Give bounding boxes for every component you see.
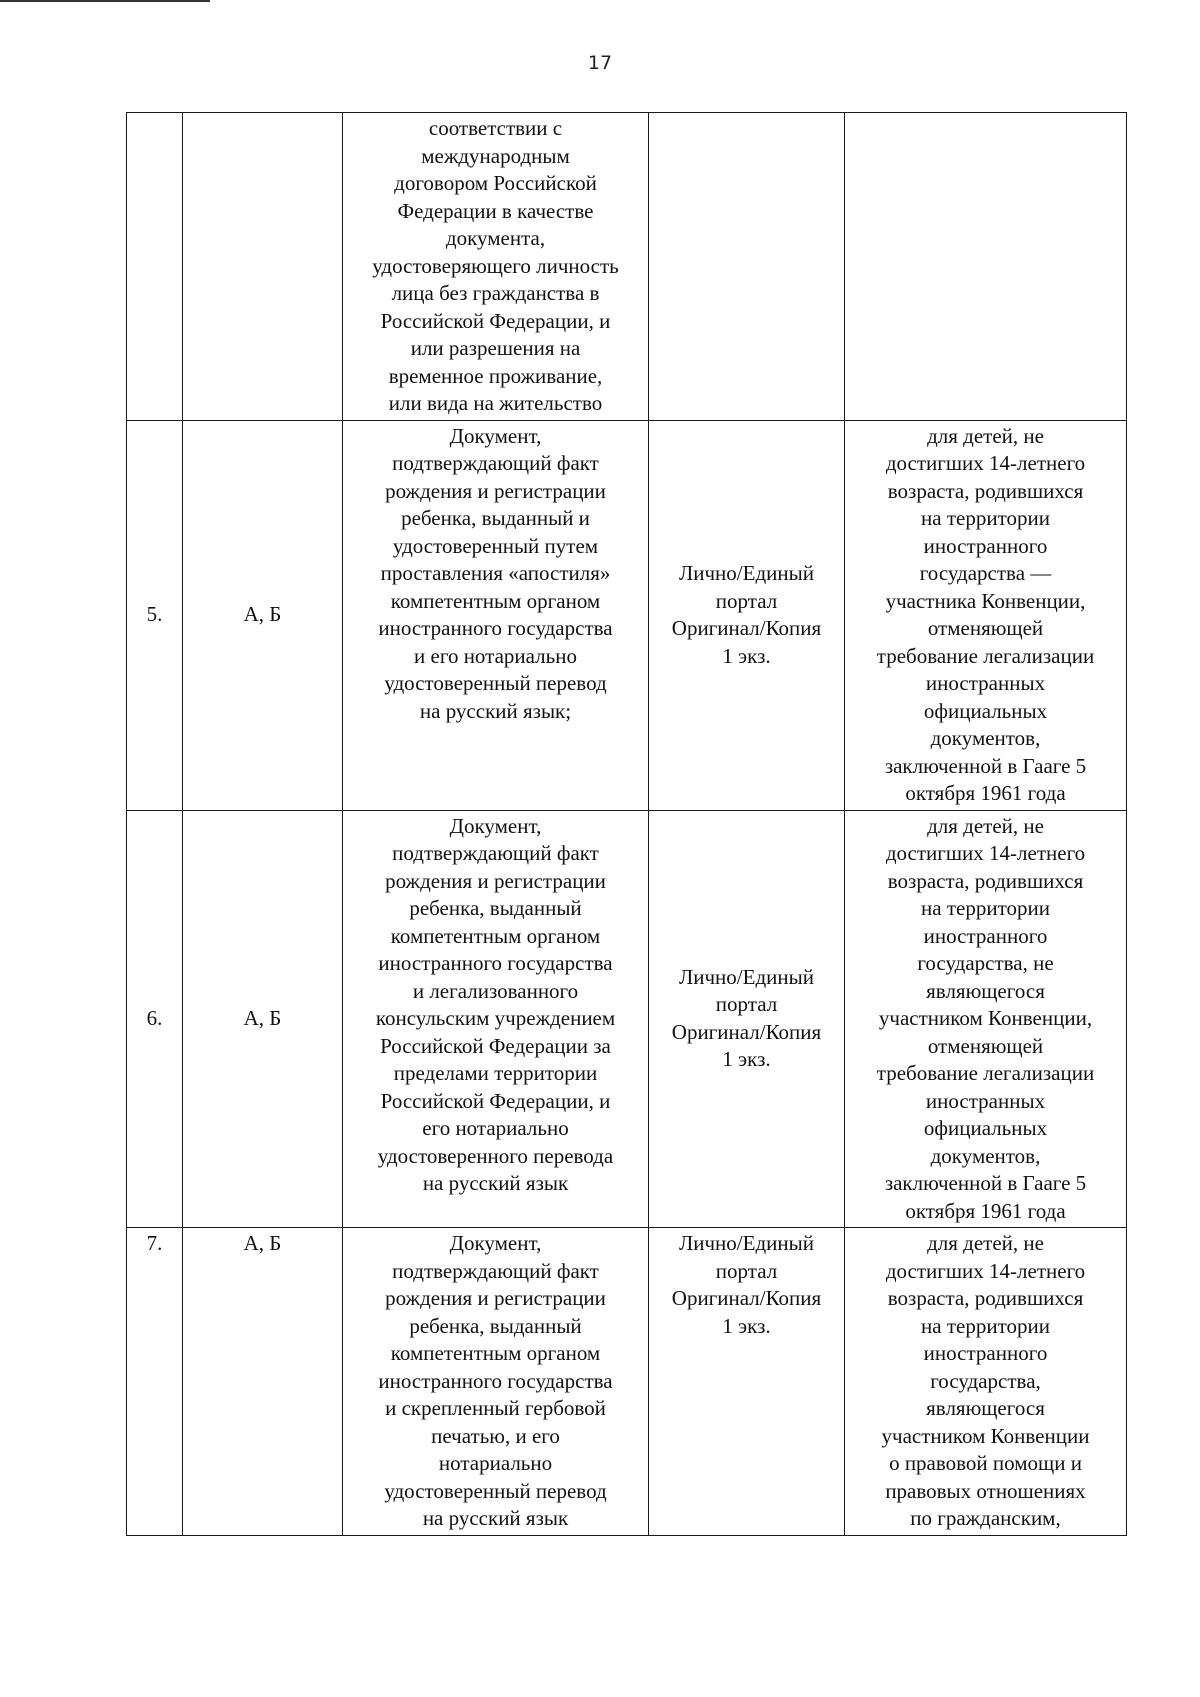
page-number: 17 (587, 52, 613, 74)
row-method: Лично/Единый портал Оригинал/Копия 1 экз. (649, 1228, 845, 1536)
row-category: А, Б (183, 810, 343, 1228)
row-document: Документ, подтверждающий факт рождения и регистрации ребенка, выданный компетентным органом иностранного государства и скрепленный гербовой печатью, и его нотариально удостоверенный перевод на русский язык (343, 1228, 649, 1536)
row-method: Лично/Единый портал Оригинал/Копия 1 экз. (649, 810, 845, 1228)
row-category (183, 113, 343, 421)
row-note: для детей, не достигших 14-летнего возраста, родившихся на территории иностранного государства, являющегося участником Конвенции о правовой помощи и правовых отношениях по гражданским, (845, 1228, 1127, 1536)
table-row (127, 113, 1127, 421)
row-number: 5. (127, 420, 183, 810)
row-number: 6. (127, 810, 183, 1228)
scan-edge-line (0, 0, 210, 2)
row-category: А, Б (183, 420, 343, 810)
row-number: 7. (127, 1228, 183, 1536)
row-note (845, 113, 1127, 421)
row-document: Документ, подтверждающий факт рождения и регистрации ребенка, выданный компетентным органом иностранного государства и легализованного консульским учреждением Российской Федерации за пределами территории Российской Федерации, и его нотариально удостоверенного перевода на русский язык (343, 810, 649, 1228)
table-row (127, 420, 1127, 810)
row-document: Документ, подтверждающий факт рождения и регистрации ребенка, выданный и удостоверенный путем проставления «апостиля» компетентным органом иностранного государства и его нотариально удостоверенный перевод на русский язык; (343, 420, 649, 810)
row-note: для детей, не достигших 14-летнего возраста, родившихся на территории иностранного государства, не являющегося участником Конвенции, отменяющей требование легализации иностранных официальных документов, заключенной в Гааге 5 октября 1961 года (845, 810, 1127, 1228)
documents-table (126, 112, 1127, 1536)
row-category: А, Б (183, 1228, 343, 1536)
table-row (127, 810, 1127, 1228)
row-method (649, 113, 845, 421)
row-document: соответствии с международным договором Российской Федерации в качестве документа, удостоверяющего личность лица без гражданства в Российской Федерации, и или разрешения на временное проживание, или вида на жительство (343, 113, 649, 421)
table-row (127, 1228, 1127, 1536)
row-method: Лично/Единый портал Оригинал/Копия 1 экз. (649, 420, 845, 810)
row-note: для детей, не достигших 14-летнего возраста, родившихся на территории иностранного государства — участника Конвенции, отменяющей требование легализации иностранных официальных документов, заключенной в Гааге 5 октября 1961 года (845, 420, 1127, 810)
row-number (127, 113, 183, 421)
